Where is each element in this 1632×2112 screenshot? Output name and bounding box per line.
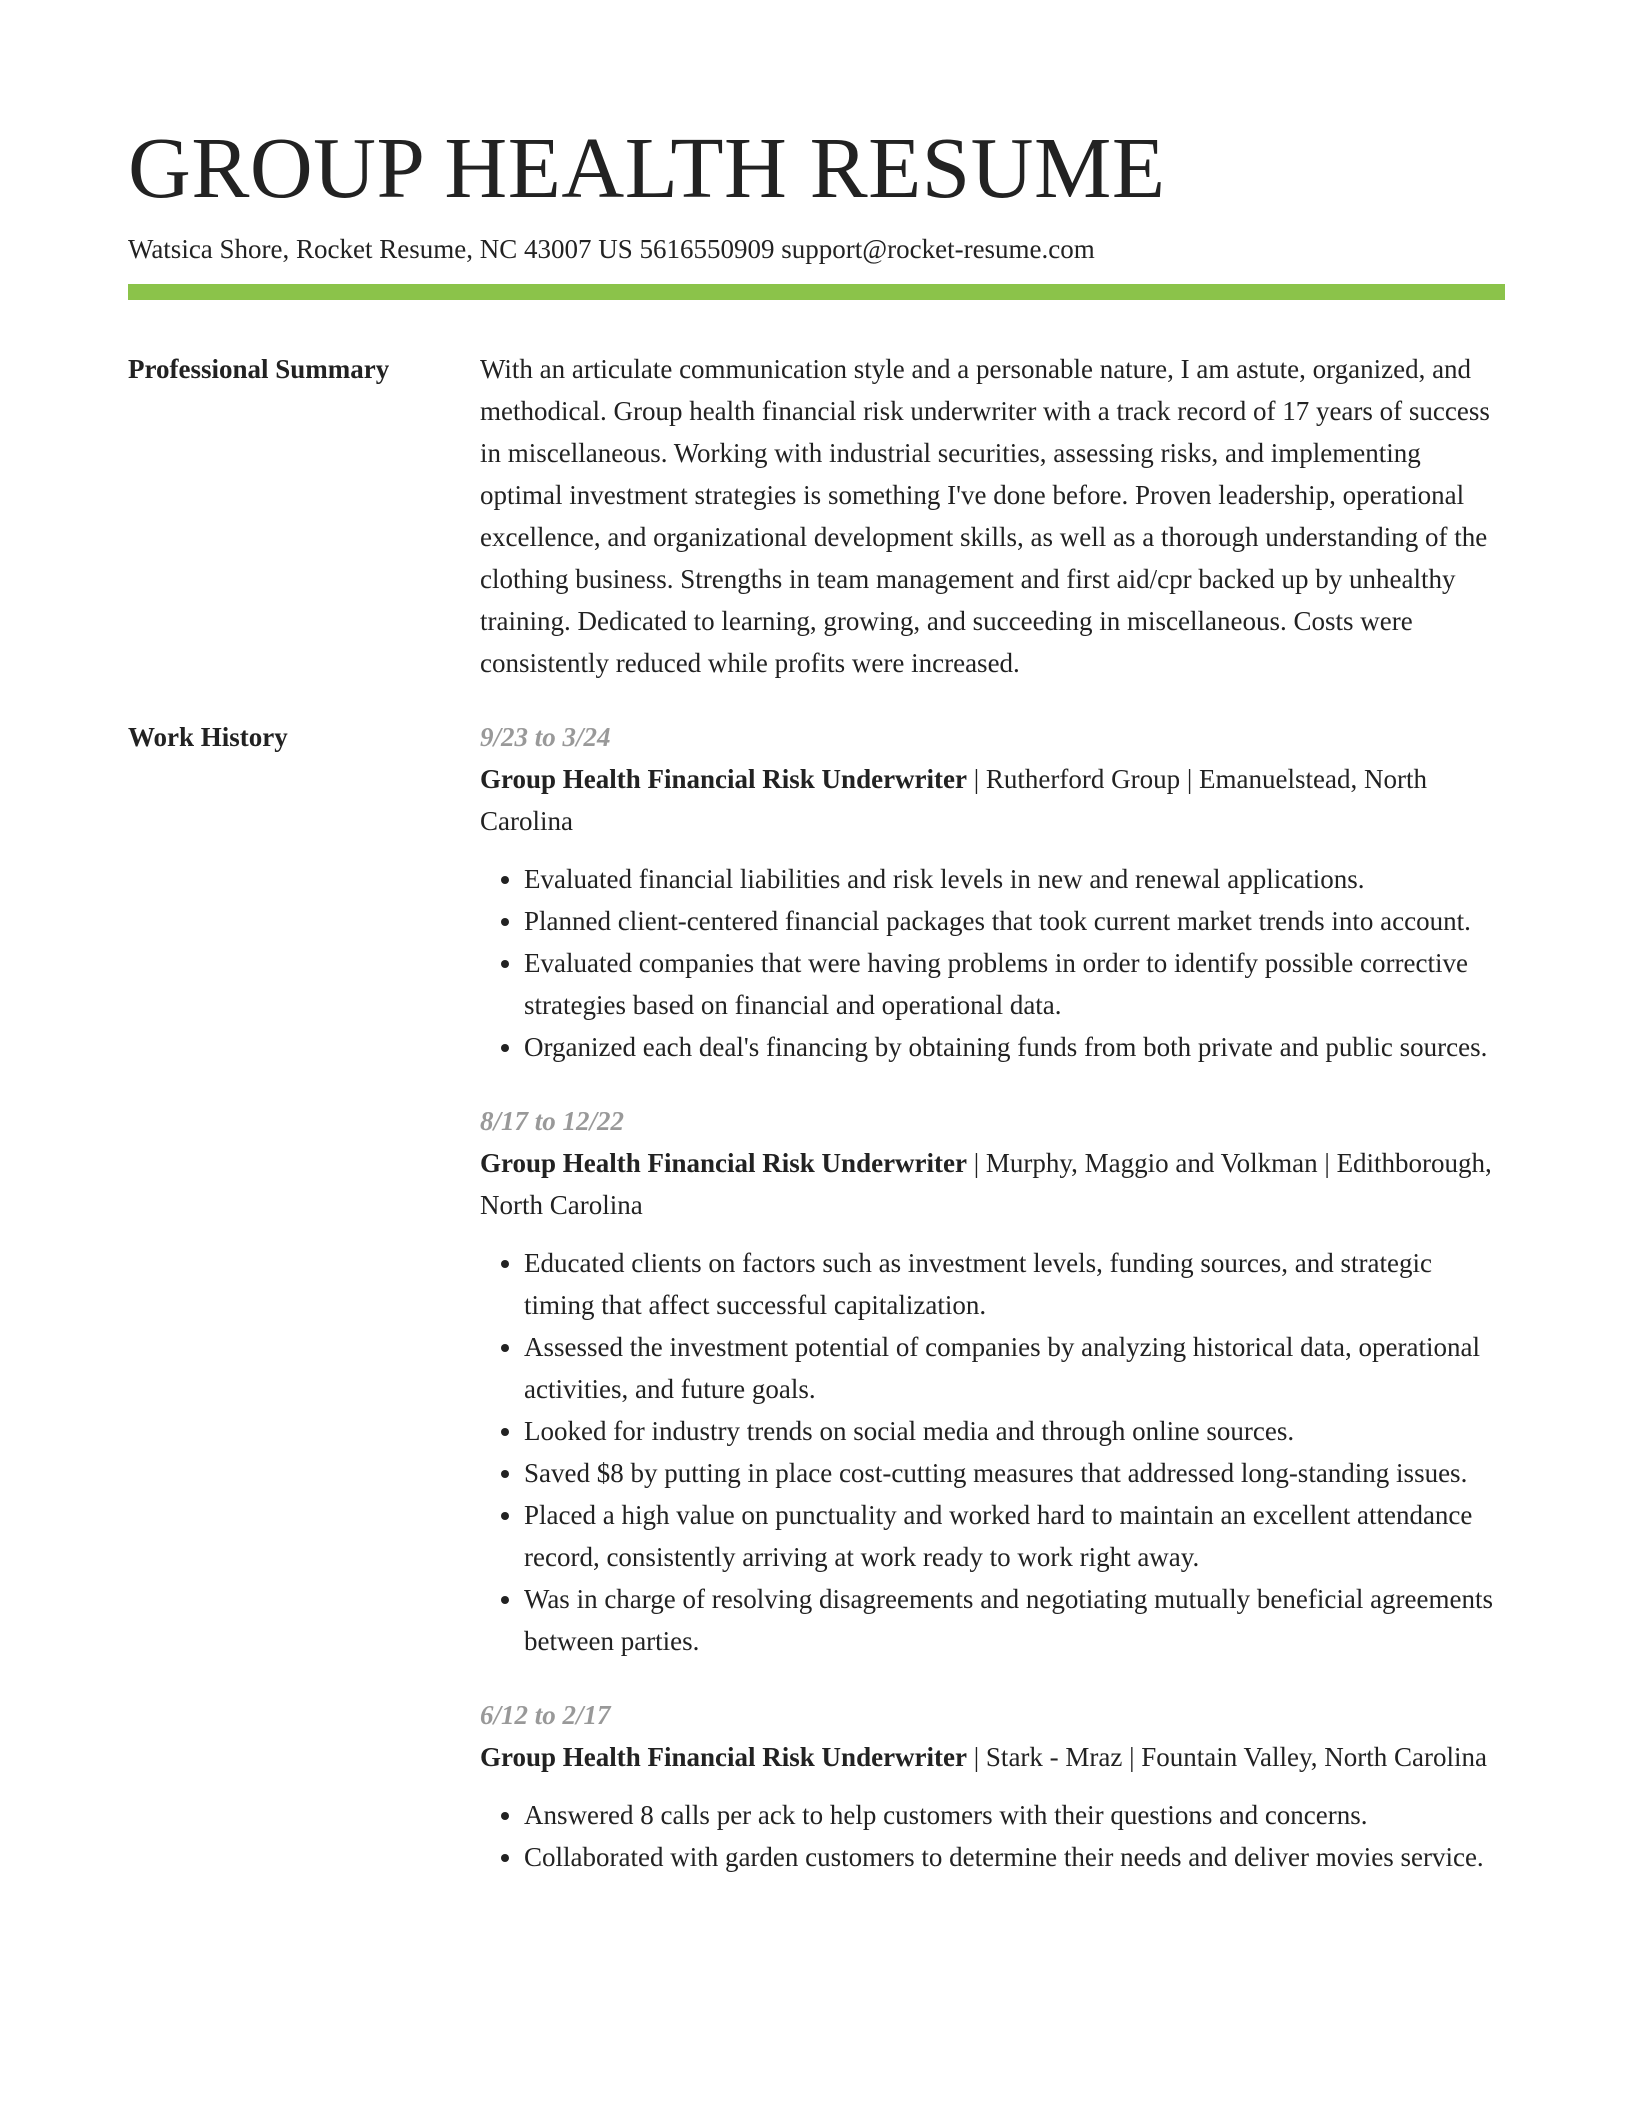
job-bullet: • Collaborated with garden customers to determine their needs and deliver movies service. xyxy=(524,1836,1505,1878)
job-dates: 9/23 to 3/24 xyxy=(480,722,611,752)
job-entry xyxy=(480,1100,1505,1662)
job-entry xyxy=(480,716,1505,1068)
section-label-work-history: Work History xyxy=(128,722,288,752)
job-bullet: • Evaluated financial liabilities and risk levels in new and renewal applications. xyxy=(524,858,1505,900)
job-entry xyxy=(480,1694,1505,1878)
job-bullets xyxy=(480,1794,1505,1878)
job-bullet: • Was in charge of resolving disagreements and negotiating mutually beneficial agreements between parties. xyxy=(524,1578,1505,1662)
job-bullet: • Planned client-centered financial packages that took current market trends into account. xyxy=(524,900,1505,942)
job-title: Group Health Financial Risk Underwriter xyxy=(480,1742,968,1772)
job-details: | Rutherford Group | Emanuelstead, North Carolina xyxy=(480,764,1427,836)
resume-page xyxy=(128,118,1505,1910)
job-details: | Stark - Mraz | Fountain Valley, North Carolina xyxy=(967,1742,1487,1772)
job-header xyxy=(480,1142,1505,1226)
job-title: Group Health Financial Risk Underwriter xyxy=(480,764,968,794)
work-history-list xyxy=(480,716,1505,1910)
work-history-section xyxy=(128,716,1505,1910)
professional-summary-section xyxy=(128,348,1505,684)
job-bullet: • Answered 8 calls per ack to help customers with their questions and concerns. xyxy=(524,1794,1505,1836)
job-dates: 6/12 to 2/17 xyxy=(480,1700,611,1730)
job-header xyxy=(480,1736,1505,1778)
summary-text: With an articulate communication style and a personable nature, I am astute, organized, and methodical. Group health financial risk underwriter with a track record of 17 years of success in miscellaneous. Working with industrial securities, assessing risks, and implementing optimal investment strategies is something I've done before. Proven leadership, operational excellence, and organizational development skills, as well as a thorough understanding of the clothing business. Strengths in team management and first aid/cpr backed up by unhealthy training. Dedicated to learning, growing, and succeeding in miscellaneous. Costs were consistently reduced while profits were increased. xyxy=(480,354,1490,678)
job-title: Group Health Financial Risk Underwriter xyxy=(480,1148,968,1178)
job-bullet: • Looked for industry trends on social media and through online sources. xyxy=(524,1410,1505,1452)
resume-title: GROUP HEALTH RESUME xyxy=(128,119,1166,216)
job-bullet: • Organized each deal's financing by obtaining funds from both private and public sources. xyxy=(524,1026,1505,1068)
job-bullets xyxy=(480,1242,1505,1662)
job-bullet: • Assessed the investment potential of companies by analyzing historical data, operational activities, and future goals. xyxy=(524,1326,1505,1410)
accent-divider xyxy=(128,284,1505,300)
job-bullets xyxy=(480,858,1505,1068)
contact-line: Watsica Shore, Rocket Resume, NC 43007 US 5616550909 support@rocket-resume.com xyxy=(128,234,1095,264)
job-details: | Murphy, Maggio and Volkman | Edithborough, North Carolina xyxy=(480,1148,1492,1220)
job-bullet: • Evaluated companies that were having problems in order to identify possible corrective strategies based on financial and operational data. xyxy=(524,942,1505,1026)
job-header xyxy=(480,758,1505,842)
job-bullet: • Educated clients on factors such as investment levels, funding sources, and strategic timing that affect successful capitalization. xyxy=(524,1242,1505,1326)
job-bullet: • Placed a high value on punctuality and worked hard to maintain an excellent attendance record, consistently arriving at work ready to work right away. xyxy=(524,1494,1505,1578)
job-dates: 8/17 to 12/22 xyxy=(480,1106,625,1136)
section-label-professional-summary: Professional Summary xyxy=(128,354,390,384)
job-bullet: • Saved $8 by putting in place cost-cutting measures that addressed long-standing issues. xyxy=(524,1452,1505,1494)
